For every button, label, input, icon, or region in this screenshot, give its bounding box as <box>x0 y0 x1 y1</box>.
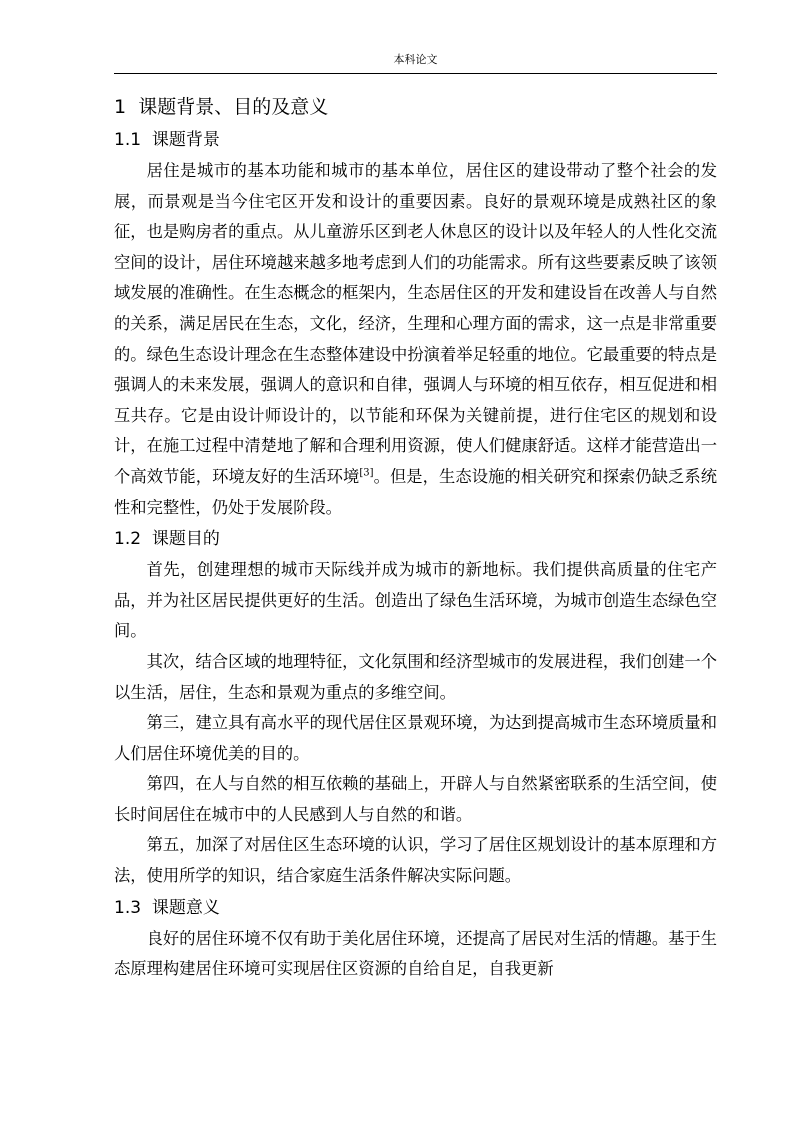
paragraph-significance: 良好的居住环境不仅有助于美化居住环境，还提高了居民对生活的情趣。基于生态原理构建居住环境可实现居住区资源的自给自足，自我更新 <box>114 928 717 979</box>
section-heading-significance <box>114 892 717 924</box>
section-heading-background <box>114 124 717 156</box>
paragraph-text: 居住是城市的基本功能和城市的基本单位，居住区的建设带动了整个社会的发展，而景观是当今住宅区开发和设计的重要因素。良好的景观环境是成熟社区的象征，也是购房者的重点。从儿童游乐区到老人休息区的设计以及年轻人的人性化交流空间的设计，居住环境越来越多地考虑到人们的功能需求。所有这些要素反映了该领域发展的准确性。在生态概念的框架内，生态居住区的开发和建设旨在改善人与自然的关系，满足居民在生态，文化，经济，生理和心理方面的需求，这一点是非常重要的。绿色生态设计理念在生态整体建设中扮演着举足轻重的地位。它最重要的特点是强调人的未来发展，强调人的意识和自律，强调人与环境的相互依存，相互促进和相互共存。它是由设计师设计的，以节能和环保为关键前提，进行住宅区的规划和设计，在施工过程中清楚地了解和合理利用资源，使人们健康舒适。这样才能营造出一个高效节能，环境友好的生活环境 <box>114 161 717 486</box>
chapter-title: 课题背景、目的及意义 <box>138 96 329 118</box>
header-divider <box>114 73 717 74</box>
section-number: 1.1 <box>114 130 142 150</box>
citation-reference[interactable]: [3] <box>359 467 374 479</box>
section-title: 课题目的 <box>151 529 220 550</box>
section-number: 1.3 <box>114 897 142 918</box>
paragraph-text-tail: 。但是，生态设施的相关研究和探索仍缺乏系统性和完整性，仍处于发展阶段。 <box>114 466 717 517</box>
section-title: 课题背景 <box>151 130 220 150</box>
paragraph-purpose-4: 第四，在人与自然的相互依赖的基础上，开辟人与自然紧密联系的生活空间，使长时间居住在城市中的人民感到人与自然的和谐。 <box>114 774 717 824</box>
section-heading-purpose <box>114 523 717 555</box>
paragraph-background <box>114 156 717 523</box>
chapter-heading <box>114 90 717 124</box>
page-content <box>114 90 717 985</box>
paragraph-purpose-2: 其次，结合区域的地理特征，文化氛围和经济型城市的发展进程，我们创建一个以生活，居住，生态和景观为重点的多维空间。 <box>114 651 717 702</box>
paragraph-purpose-1: 首先，创建理想的城市天际线并成为城市的新地标。我们提供高质量的住宅产品，并为社区居民提供更好的生活。创造出了绿色生活环境，为城市创造生态绿色空间。 <box>114 560 717 641</box>
paragraph-purpose-5: 第五，加深了对居住区生态环境的认识，学习了居住区规划设计的基本原理和方法，使用所学的知识，结合家庭生活条件解决实际问题。 <box>114 835 717 886</box>
chapter-number: 1 <box>114 96 127 118</box>
section-title: 课题意义 <box>151 897 220 918</box>
section-number: 1.2 <box>114 529 142 550</box>
running-header: 本科论文 <box>393 53 438 66</box>
paragraph-purpose-3: 第三，建立具有高水平的现代居住区景观环境，为达到提高城市生态环境质量和人们居住环境优美的目的。 <box>114 713 717 763</box>
